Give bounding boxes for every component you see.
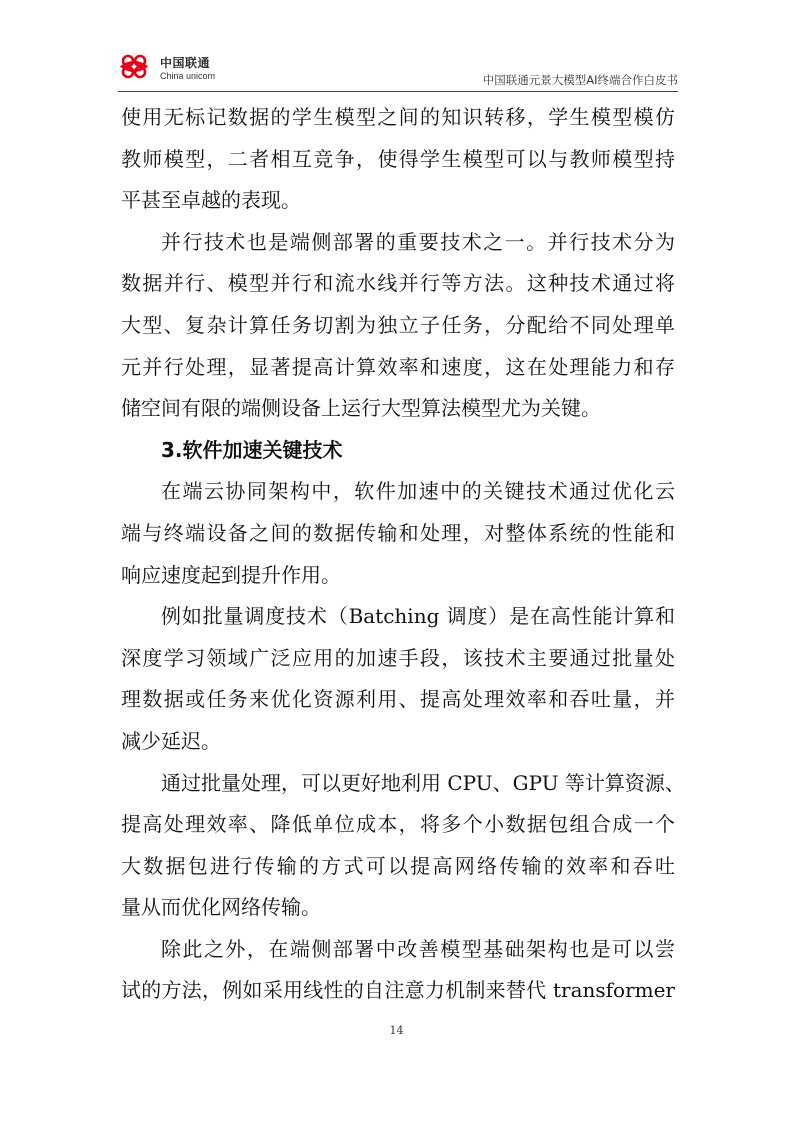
text-line: 例如批量调度技术（Batching 调度）是在高性能计算和: [161, 604, 675, 629]
section-heading: 3.软件加速关键技术: [161, 437, 343, 462]
text-line: 在端云协同架构中，软件加速中的关键技术通过优化云: [161, 479, 675, 504]
text-line: 教师模型，二者相互竞争，使得学生模型可以与教师模型持: [121, 146, 675, 171]
paragraph: [121, 596, 675, 762]
china-unicom-logo: [118, 50, 238, 90]
text-line: 除此之外，在端侧部署中改善模型基础架构也是可以尝: [161, 936, 675, 961]
text-line: 响应速度起到提升作用。: [121, 562, 341, 587]
text-line: 大型、复杂计算任务切割为独立子任务，分配给不同处理单: [121, 312, 675, 337]
text-line: 并行技术也是端侧部署的重要技术之一。并行技术分为: [161, 229, 675, 254]
header-divider: [118, 91, 678, 92]
body-text: [121, 97, 685, 1012]
text-line: 量从而优化网络传输。: [121, 895, 321, 920]
text-line: 理数据或任务来优化资源利用、提高处理效率和吞吐量，并: [121, 687, 675, 712]
text-line: 通过批量处理，可以更好地利用 CPU、GPU 等计算资源、: [161, 770, 685, 795]
text-line: 试的方法，例如采用线性的自注意力机制来替代 transformer: [121, 978, 675, 1003]
unicom-knot-icon: [118, 52, 156, 82]
text-line: 深度学习领域广泛应用的加速手段，该技术主要通过批量处: [121, 645, 675, 670]
paragraph: [121, 222, 675, 430]
page-header: [118, 50, 678, 92]
text-line: 储空间有限的端侧设备上运行大型算法模型尤为关键。: [121, 396, 601, 421]
text-line: 数据并行、模型并行和流水线并行等方法。这种技术通过将: [121, 271, 675, 296]
logo-chinese-text: 中国联通: [160, 56, 211, 70]
text-line: 平甚至卓越的表现。: [121, 188, 301, 213]
paragraph: [121, 471, 675, 596]
text-line: 使用无标记数据的学生模型之间的知识转移，学生模型模仿: [121, 105, 675, 129]
text-line: 元并行处理，显著提高计算效率和速度，这在处理能力和存: [121, 354, 675, 379]
text-line: 大数据包进行传输的方式可以提高网络传输的效率和吞吐: [121, 853, 675, 878]
paragraph: [121, 929, 675, 1012]
text-line: 端与终端设备之间的数据传输和处理，对整体系统的性能和: [121, 520, 675, 545]
paragraph: [121, 763, 685, 929]
text-line: 提高处理效率、降低单位成本，将多个小数据包组合成一个: [121, 812, 675, 837]
paragraph: [121, 97, 675, 222]
text-line: 减少延迟。: [121, 728, 221, 753]
logo-english-text: China unicom: [160, 71, 216, 81]
page-number: 14: [389, 1024, 404, 1037]
document-title: 中国联通元景大模型AI终端合作白皮书: [482, 73, 678, 87]
